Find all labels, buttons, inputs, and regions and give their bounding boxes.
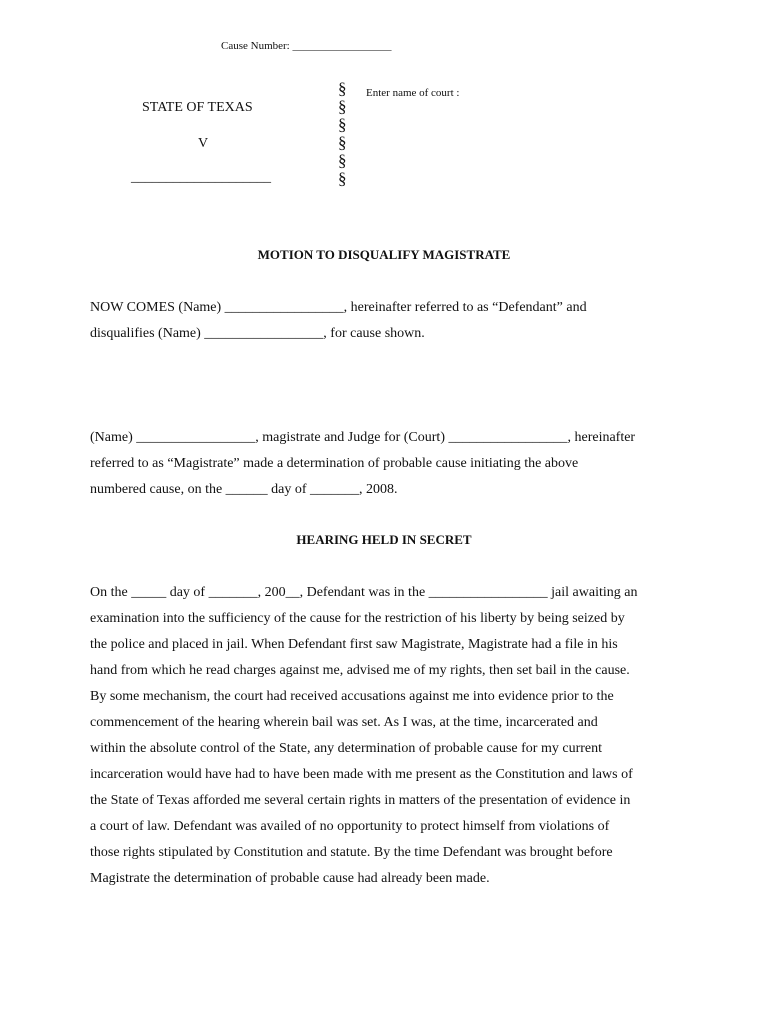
paragraph-line: On the _____ day of _______, 200__, Defendant was in the _________________ jail awaiting an <box>90 585 638 600</box>
paragraph-line: examination into the sufficiency of the cause for the restriction of his liberty by being seized by <box>90 611 625 626</box>
paragraph-line: disqualifies (Name) _________________, for cause shown. <box>90 326 425 341</box>
section-mark: § <box>338 169 347 188</box>
section-mark: § <box>338 115 347 134</box>
paragraph-line: referred to as “Magistrate” made a determination of probable cause initiating the above <box>90 456 579 471</box>
paragraph-line: numbered cause, on the ______ day of _______, 2008. <box>90 482 398 497</box>
section-symbols <box>338 80 347 188</box>
paragraph-line: incarceration would have had to have been made with me present as the Constitution and laws of <box>90 767 633 782</box>
cause-number: Cause Number: __________________ <box>221 40 392 52</box>
intro-paragraph <box>90 295 690 347</box>
paragraph-line: hand from which he read charges against me, advised me of my rights, then set bail in the cause. <box>90 663 630 678</box>
paragraph-line: the police and placed in jail. When Defendant first saw Magistrate, Magistrate had a file in his <box>90 637 618 652</box>
paragraph-line: NOW COMES (Name) _________________, hereinafter referred to as “Defendant” and <box>90 300 587 315</box>
versus: V <box>198 136 209 151</box>
section-mark: § <box>338 79 347 98</box>
paragraph-line: within the absolute control of the State, any determination of probable cause for my current <box>90 741 603 756</box>
document-title: MOTION TO DISQUALIFY MAGISTRATE <box>257 247 511 262</box>
state-of-texas: STATE OF TEXAS <box>142 100 253 115</box>
section-heading: HEARING HELD IN SECRET <box>296 532 472 547</box>
hearing-paragraph <box>90 580 690 892</box>
paragraph-line: the State of Texas afforded me several certain rights in matters of the presentation of evidence in <box>90 793 631 808</box>
paragraph-line: those rights stipulated by Constitution and statute. By the time Defendant was brought before <box>90 845 613 860</box>
section-mark: § <box>338 151 347 170</box>
paragraph-line: Magistrate the determination of probable cause had already been made. <box>90 871 490 886</box>
section-mark: § <box>338 133 347 152</box>
paragraph-line: a court of law. Defendant was availed of no opportunity to protect himself from violations of <box>90 819 610 834</box>
court-name-label: Enter name of court : <box>366 87 460 99</box>
section-mark: § <box>338 97 347 116</box>
paragraph-line: By some mechanism, the court had received accusations against me into evidence prior to the <box>90 689 614 704</box>
paragraph-line: (Name) _________________, magistrate and Judge for (Court) _________________, hereinafter <box>90 430 636 445</box>
defendant-name-line: ____________________ <box>131 170 271 185</box>
magistrate-paragraph <box>90 425 690 503</box>
paragraph-line: commencement of the hearing wherein bail was set. As I was, at the time, incarcerated and <box>90 715 598 730</box>
